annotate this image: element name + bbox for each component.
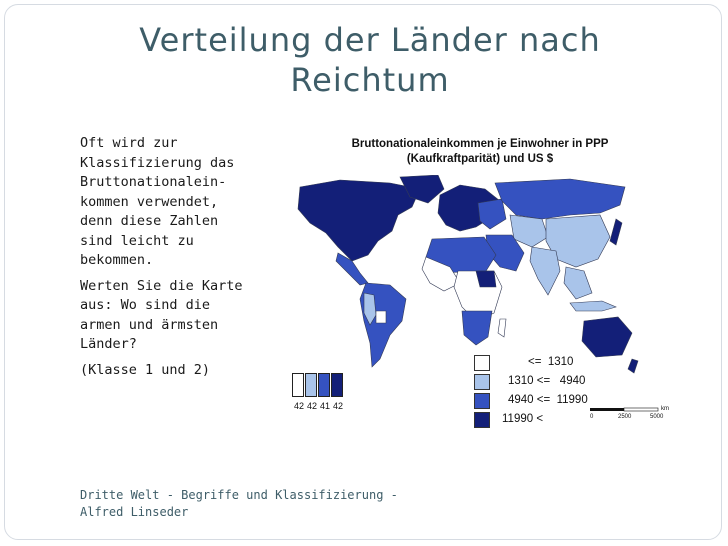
class-count-3: 41 — [320, 401, 331, 411]
legend-row-1 — [474, 355, 714, 372]
map-india — [530, 247, 560, 295]
legend-swatch-1 — [474, 355, 490, 371]
legend-label-2: 1310 <= 4940 — [508, 375, 586, 387]
map-japan — [610, 219, 622, 245]
legend-label-1: <= 1310 — [528, 356, 574, 368]
legend-row-2 — [474, 374, 714, 391]
map-australia — [582, 317, 632, 357]
map-title — [320, 137, 640, 167]
legend-swatch-3 — [474, 393, 490, 409]
scale-label-0: 0 — [590, 414, 594, 420]
map-madagascar — [498, 319, 506, 337]
class-box-4 — [331, 373, 343, 397]
scale-label-2500: 2500 — [618, 414, 632, 420]
body-paragraph-3: (Klasse 1 und 2) — [80, 361, 211, 378]
world-map — [280, 175, 640, 375]
class-box-1 — [292, 373, 304, 397]
map-eastern-europe — [478, 199, 506, 229]
map-southern-africa — [462, 311, 492, 345]
scale-unit: km — [661, 406, 669, 412]
body-text — [80, 134, 255, 386]
map-bolivia — [376, 311, 386, 323]
slide-title: Verteilung der Länder nach Reichtum — [139, 21, 601, 99]
legend-swatch-4 — [474, 412, 490, 428]
map-southeast-asia — [564, 267, 592, 299]
class-count-2: 42 — [307, 401, 318, 411]
class-count-1: 42 — [294, 401, 305, 411]
map-indonesia — [570, 301, 616, 311]
scale-label-5000: 5000 — [650, 414, 664, 420]
class-count-4: 42 — [333, 401, 344, 411]
body-paragraph-2: Werten Sie die Karte aus: Wo sind die armen und ärmsten Länder? — [80, 277, 243, 352]
legend-swatch-2 — [474, 374, 490, 390]
slide-footer: Dritte Welt - Begriffe und Klassifizierung - Alfred Linseder — [80, 488, 398, 519]
legend-label-4: 11990 < — [502, 413, 544, 425]
map-title-line-2: (Kaufkraftparität) und US $ — [406, 153, 554, 165]
body-paragraph-1: Oft wird zur Klassifizierung das Bruttonationalein- kommen verwendet, denn diese Zahlen sind leicht zu bekommen. — [80, 135, 235, 268]
map-title-line-1: Bruttonationaleinkommen je Einwohner in PPP — [351, 138, 609, 150]
map-north-america — [298, 180, 420, 261]
legend-label-3: 4940 <= 11990 — [508, 394, 588, 406]
class-box-2 — [305, 373, 317, 397]
map-russia — [495, 179, 625, 219]
scale-bar — [590, 406, 670, 430]
class-box-3 — [318, 373, 330, 397]
